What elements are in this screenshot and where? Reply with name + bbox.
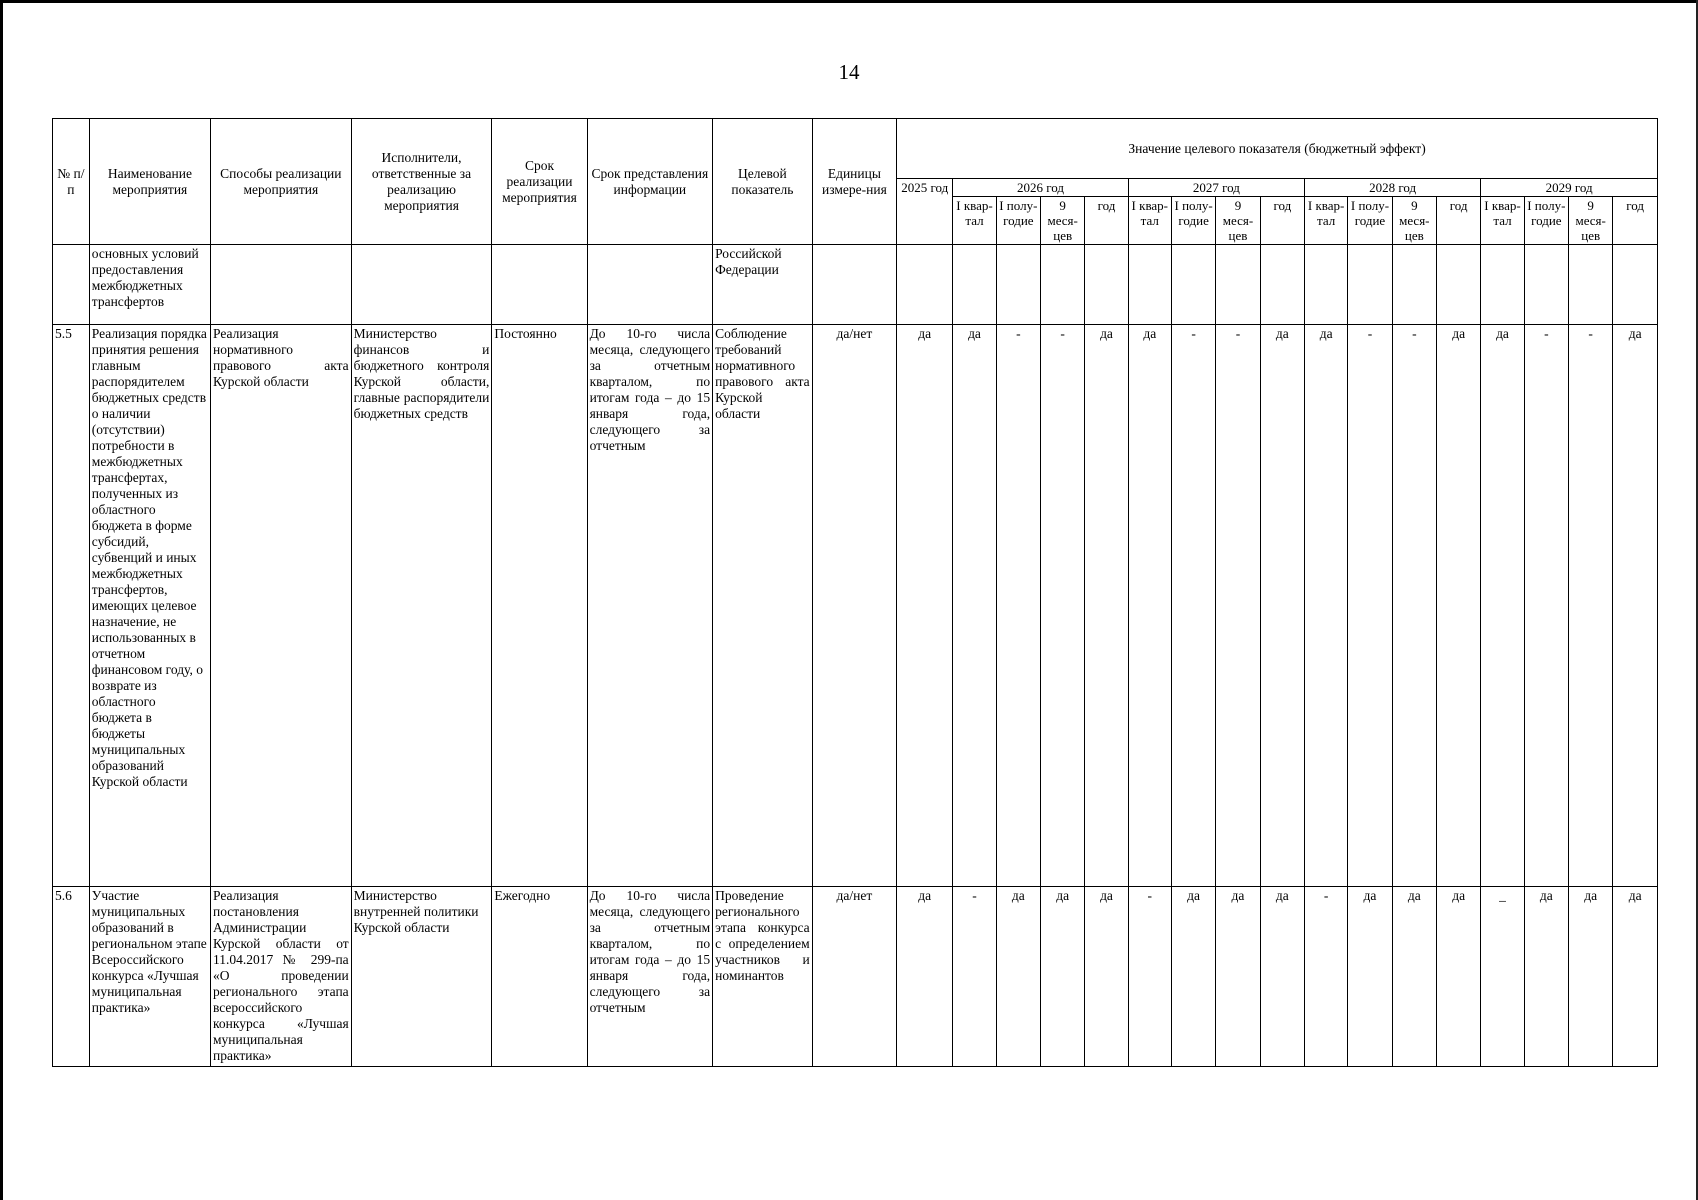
sub-half-year: I полу-годие xyxy=(1348,197,1392,245)
continuation-name: основных условий предоставления межбюджетных трансфертов xyxy=(89,245,210,325)
row-units: да/нет xyxy=(812,887,896,1067)
table-row xyxy=(53,887,1658,1067)
value-cell: да xyxy=(953,325,996,887)
value-cell: - xyxy=(996,325,1040,887)
year-2025-header: 2025 год xyxy=(897,179,953,245)
value-cell: да xyxy=(1437,887,1481,1067)
value-cell: да xyxy=(1392,887,1436,1067)
value-cell: да xyxy=(1260,325,1304,887)
row-units: да/нет xyxy=(812,325,896,887)
sub-year: год xyxy=(1085,197,1128,245)
value-cell: да xyxy=(1128,325,1171,887)
value-cell: да xyxy=(1041,887,1085,1067)
sub-quarter: I квар-тал xyxy=(1481,197,1524,245)
value-cell: да xyxy=(897,887,953,1067)
col-executors-header: Исполнители, ответственные за реализацию мероприятия xyxy=(351,119,492,245)
value-cell: - xyxy=(1128,887,1171,1067)
value-cell: да xyxy=(1216,887,1260,1067)
value-cell: да xyxy=(1085,325,1128,887)
row-target: Проведение регионального этапа конкурса с определением участников и номинантов xyxy=(713,887,813,1067)
col-target-header: Целевой показатель xyxy=(713,119,813,245)
value-cell: - xyxy=(1348,325,1392,887)
col-name-header: Наименование мероприятия xyxy=(89,119,210,245)
row-name: Реализация порядка принятия решения главным распорядителем бюджетных средств о наличии (отсутствии) потребности в межбюджетных трансфертах, полученных из областного бюджета в форме субсидий, субвенций и иных межбюджетных трансфертов, имеющих целевое назначение, не использованных в отчетном финансовом году, о возврате из областного бюджета в бюджеты муниципальных образований Курской области xyxy=(89,325,210,887)
row-num: 5.6 xyxy=(53,887,90,1067)
year-2026-header: 2026 год xyxy=(953,179,1128,197)
sub-quarter: I квар-тал xyxy=(1128,197,1171,245)
value-cell: да xyxy=(1613,887,1658,1067)
year-2027-header: 2027 год xyxy=(1128,179,1304,197)
row-info-term: До 10-го числа месяца, следующего за отчетным кварталом, по итогам года – до 15 января года, следующего за отчетным xyxy=(587,887,713,1067)
value-cell: да xyxy=(1613,325,1658,887)
row-target: Соблюдение требований нормативного правового акта Курской области xyxy=(713,325,813,887)
value-cell: да xyxy=(1085,887,1128,1067)
value-cell: да xyxy=(1171,887,1215,1067)
value-cell: - xyxy=(1305,887,1348,1067)
value-cell: да xyxy=(1437,325,1481,887)
sub-nine-months: 9 меся-цев xyxy=(1392,197,1436,245)
scan-frame-top xyxy=(0,0,1698,3)
sub-year: год xyxy=(1437,197,1481,245)
year-2029-header: 2029 год xyxy=(1481,179,1658,197)
row-term: Ежегодно xyxy=(492,887,587,1067)
sub-nine-months: 9 меся-цев xyxy=(1041,197,1085,245)
value-cell: - xyxy=(953,887,996,1067)
col-methods-header: Способы реализации мероприятия xyxy=(210,119,351,245)
page-number: 14 xyxy=(838,60,860,84)
row-methods: Реализация постановления Администрации Курской области от 11.04.2017 № 299-па «О проведении регионального этапа всероссийского конкурса «Лучшая муниципальная практика» xyxy=(210,887,351,1067)
value-cell: - xyxy=(1392,325,1436,887)
year-2028-header: 2028 год xyxy=(1305,179,1481,197)
row-num: 5.5 xyxy=(53,325,90,887)
value-cell: да xyxy=(1524,887,1568,1067)
value-cell: - xyxy=(1569,325,1613,887)
continuation-target: Российской Федерации xyxy=(713,245,813,325)
scan-frame-left xyxy=(0,0,3,1200)
value-cell: да xyxy=(996,887,1040,1067)
sub-half-year: I полу-годие xyxy=(1171,197,1215,245)
row-info-term: До 10-го числа месяца, следующего за отчетным кварталом, по итогам года – до 15 января года, следующего за отчетным xyxy=(587,325,713,887)
value-cell: - xyxy=(1524,325,1568,887)
value-cell: - xyxy=(1216,325,1260,887)
sub-year: год xyxy=(1613,197,1658,245)
col-units-header: Единицы измере-ния xyxy=(812,119,896,245)
header-row-1 xyxy=(53,119,1658,179)
sub-nine-months: 9 меся-цев xyxy=(1569,197,1613,245)
sub-quarter: I квар-тал xyxy=(953,197,996,245)
value-cell: _ xyxy=(1481,887,1524,1067)
value-cell: да xyxy=(897,325,953,887)
col-num-header: № п/п xyxy=(53,119,90,245)
sub-half-year: I полу-годие xyxy=(1524,197,1568,245)
sub-quarter: I квар-тал xyxy=(1305,197,1348,245)
value-cell: да xyxy=(1260,887,1304,1067)
row-name: Участие муниципальных образований в региональном этапе Всероссийского конкурса «Лучшая муниципальная практика» xyxy=(89,887,210,1067)
value-cell: - xyxy=(1041,325,1085,887)
continuation-row xyxy=(53,245,1658,325)
col-term-header: Срок реализации мероприятия xyxy=(492,119,587,245)
sub-half-year: I полу-годие xyxy=(996,197,1040,245)
value-group-header: Значение целевого показателя (бюджетный эффект) xyxy=(897,119,1658,179)
value-cell: да xyxy=(1569,887,1613,1067)
row-executors: Министерство финансов и бюджетного контроля Курской области, главные распорядители бюджетных средств xyxy=(351,325,492,887)
sub-year: год xyxy=(1260,197,1304,245)
row-executors: Министерство внутренней политики Курской области xyxy=(351,887,492,1067)
table-row xyxy=(53,325,1658,887)
col-info-term-header: Срок представления информации xyxy=(587,119,713,245)
value-cell: - xyxy=(1171,325,1215,887)
row-term: Постоянно xyxy=(492,325,587,887)
sub-nine-months: 9 меся-цев xyxy=(1216,197,1260,245)
measures-table xyxy=(52,118,1658,1067)
value-cell: да xyxy=(1481,325,1524,887)
value-cell: да xyxy=(1305,325,1348,887)
row-methods: Реализация нормативного правового акта Курской области xyxy=(210,325,351,887)
value-cell: да xyxy=(1348,887,1392,1067)
